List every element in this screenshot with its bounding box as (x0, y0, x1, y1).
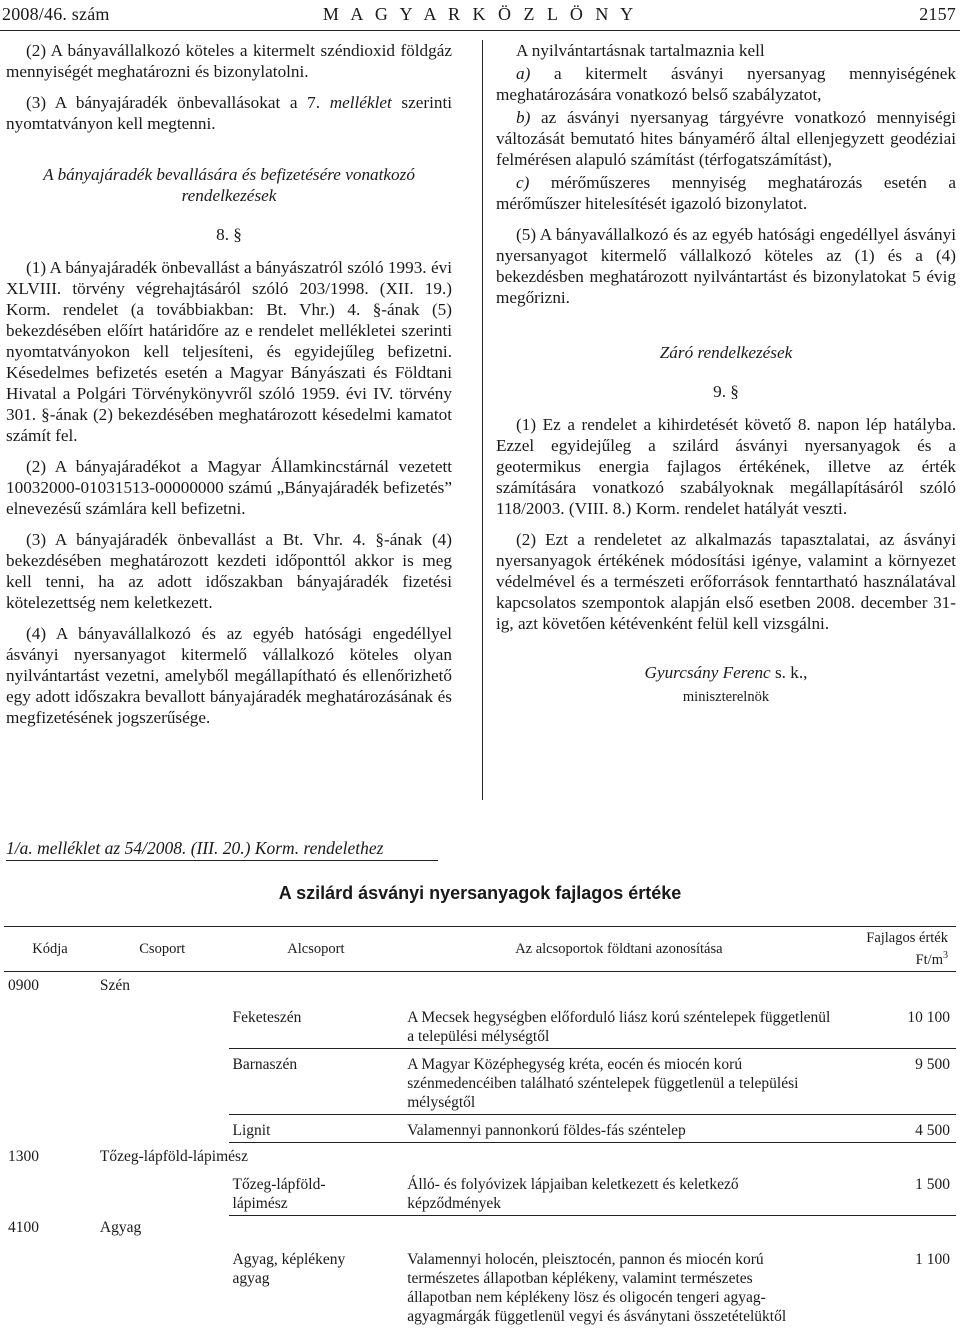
subgroup-cell: Lignit (229, 1115, 404, 1143)
issue-number: 2008/46. szám (2, 4, 110, 24)
list-text: mérőműszeres mennyiség meghatározás esetén a mérőműszer hitelesítését igazoló bizonylatot. (496, 173, 956, 213)
subgroup-cell: Barnaszén (229, 1049, 404, 1115)
identification-cell: A Mecsek hegységben előforduló liász korú széntelepek függetlenül a települési mélységtől (403, 1000, 834, 1049)
paragraph-forms (6, 92, 452, 134)
empty-cell (96, 1049, 229, 1115)
table-row (4, 1171, 956, 1216)
section-title: A bányajáradék bevallására és befizetésére vonatkozó rendelkezések (43, 165, 415, 205)
header-subgroup: Alcsoport (229, 927, 404, 972)
page-header (0, 0, 960, 28)
value-cell: 1 500 (835, 1171, 956, 1216)
signature (496, 662, 956, 683)
paragraph-self-declaration: (1) A bányajáradék önbevallást a bányászatról szóló 1993. évi XLVIII. törvény végrehajtásáról szóló 203/1998. (XII. 19.) Korm. rendelet (a továbbiakban: Bt. Vhr.) 4. §-ának (5) bekezdésében előírt határidőre az e rendelet mellékletei szerinti nyomtatványokon kell teljesíteni, és egyidejűleg befizetni. Késedelmes befizetés esetén a Magyar Bányászati és Földtani Hivatal a Polgári Törvénykönyvről szóló 1959. évi IV. törvény 301. §-ának (2) bekezdésében meghatározott késedelmi kamatot számít fel. (6, 258, 452, 445)
paragraph-retention: (5) A bányavállalkozó és az egyéb hatósági engedéllyel ásványi nyersanyagot kitermelő vállalkozó köteles az (1) és a (4) bekezdésben meghatározott nyilvántartást és bizonylatokat 5 évig megőrizni. (496, 225, 956, 307)
paragraph-number: 8. § (216, 225, 242, 244)
signature-role: miniszterelnök (682, 689, 770, 705)
subgroup-cell: Tőzeg-lápföld-lápimész (229, 1171, 404, 1216)
list-text: az ásványi nyersanyag tárgyévre vonatkozó mennyiségi változását bemutató hites bányamérő által ellenjegyzett geodéziai felmérésen alapuló számítást (térfogatszámítást), (496, 108, 956, 169)
header-identification: Az alcsoportok földtani azonosítása (403, 927, 834, 972)
group-code: 4100 (8, 1218, 39, 1236)
empty-cell (96, 1115, 229, 1143)
header-group: Csoport (96, 927, 229, 972)
signature-name: Gyurcsány Ferenc (644, 663, 771, 682)
list-item-c (496, 172, 956, 214)
group-code: 1300 (8, 1147, 39, 1165)
value-cell: 1 100 (915, 1251, 950, 1268)
identification-cell: Valamennyi holocén, pleisztocén, pannon és miocén korú természetes állapotban képlékeny, valamint természetes állapotban nem képlékeny lösz és oligocén tengeri agyag-agyagmárgák függetlenül vegyi és ásványtani összetételüktől (407, 1251, 787, 1325)
text-italic: melléklet (329, 93, 392, 112)
text: (3) A bányajáradék önbevallásokat a 7. (26, 93, 330, 112)
identification-cell: Álló- és folyóvizek lápjaiban keletkezett és keletkező képződmények (403, 1171, 834, 1216)
identification-cell: A Magyar Középhegység kréta, eocén és miocén korú szénmedencéiben található széntelepek függetlenül a települési mélységtől (403, 1049, 834, 1115)
empty-cell (4, 1049, 96, 1115)
empty-cell (4, 1115, 96, 1143)
table-title: A szilárd ásványi nyersanyagok fajlagos értéke (278, 883, 682, 903)
list-item-a (496, 63, 956, 105)
table-row (4, 1000, 956, 1049)
empty-cell (96, 1171, 229, 1216)
paragraph-number: 9. § (713, 382, 739, 401)
header-value (835, 927, 956, 972)
paragraph-effect: (1) Ez a rendelet a kihirdetését követő 8. napon lép hatályba. Ezzel egyidejűleg a szilárd ásványi nyersanyagok és a geotermikus energia fajlagos értékének, illetve az érték számítására vonatkozó szabályoknak megállapításáról szóló 118/2003. (VIII. 8.) Korm. rendelet hatályát veszti. (496, 415, 956, 518)
table-row (4, 1242, 956, 1328)
section-title: Záró rendelkezések (659, 343, 793, 362)
group-name: Tőzeg-lápföld-lápimész (99, 1148, 248, 1165)
list-label: c) (516, 173, 530, 192)
paragraph-review: (2) Ezt a rendeletet az alkalmazás tapasztalatai, az ásványi nyersanyagok értékének módosítási igénye, valamint a környezet védelmével és a természeti erőforrások fenntartható használatával kapcsolatos szempontok alapján első esetben 2008. december 31-ig, azt követően kétévenként felül kell vizsgálni. (496, 530, 956, 633)
text: szerinti nyomtatványon kell megtenni. (6, 93, 452, 133)
empty-cell (4, 1171, 96, 1216)
table-group-row (4, 972, 956, 1001)
column-divider (482, 40, 483, 800)
empty-cell (4, 1242, 96, 1328)
unit: Ft/m (915, 951, 943, 968)
paragraph-declaration-start: (3) A bányajáradék önbevallást a Bt. Vhr. 4. §-ának (4) bekezdésében meghatározott kezdeti időponttól akkor is meg kell tenni, ha az adott időszakban bányajáradék fizetési kötelezettség nem keletkezett. (6, 530, 452, 612)
paragraph-co2: (2) A bányavállalkozó köteles a kitermelt széndioxid földgáz mennyiségét meghatározni és bizonylatolni. (6, 41, 452, 81)
empty-cell (96, 1242, 229, 1328)
table-header-row (4, 927, 956, 972)
list-item-b (496, 107, 956, 170)
left-column (6, 40, 452, 738)
value-cell: 10 100 (835, 1000, 956, 1049)
paragraph-payment: (2) A bányajáradékot a Magyar Államkincstárnál vezetett 10032000-01031513-00000000 számú „Bányajáradék befizetés” elnevezésű számlára kell befizetni. (6, 457, 452, 518)
list-text: a kitermelt ásványi nyersanyag mennyiségének meghatározására vonatkozó belső szabályzatot, (496, 64, 956, 104)
group-name: Szén (99, 977, 131, 994)
values-table (4, 926, 956, 1328)
journal-title: M A G Y A R K Ö Z L Ö N Y (322, 4, 638, 24)
table-row (4, 1115, 956, 1143)
table-group-row (4, 1143, 956, 1172)
subgroup-cell: Feketeszén (229, 1000, 404, 1049)
value-cell: 4 500 (835, 1115, 956, 1143)
header-value-unit (839, 947, 948, 969)
page-number: 2157 (919, 4, 956, 24)
annex-rule (6, 860, 438, 861)
annex-label: 1/a. melléklet az 54/2008. (III. 20.) Korm. rendelethez (6, 838, 384, 858)
subgroup-cell: Agyag, képlékeny agyag (232, 1251, 346, 1287)
header-value-label: Fajlagos érték (866, 930, 948, 947)
empty-cell (96, 1000, 229, 1049)
value-cell: 9 500 (835, 1049, 956, 1115)
group-name: Agyag (99, 1219, 142, 1236)
table-group-row (4, 1216, 956, 1243)
list-label: b) (516, 108, 531, 127)
group-code: 0900 (8, 977, 39, 994)
unit-sup: 3 (943, 950, 948, 962)
table-row (4, 1049, 956, 1115)
signature-suffix: s. k., (770, 663, 808, 682)
right-column (496, 40, 956, 708)
identification-cell: Valamennyi pannonkorú földes-fás széntelep (403, 1115, 834, 1143)
paragraph-records: (4) A bányavállalkozó és az egyéb hatósági engedéllyel ásványi nyersanyagot kitermelő vállalkozó köteles olyan nyilvántartást vezetni, amelyből megállapítható és ellenőrizhető egy adott időszakra bevallott bányajáradék meghatározásának és megfizetésének jogszerűsége. (6, 624, 452, 727)
records-intro: A nyilvántartásnak tartalmaznia kell (516, 41, 765, 60)
list-label: a) (516, 64, 531, 83)
header-code: Kódja (4, 927, 96, 972)
header-rule (0, 30, 960, 31)
empty-cell (4, 1000, 96, 1049)
